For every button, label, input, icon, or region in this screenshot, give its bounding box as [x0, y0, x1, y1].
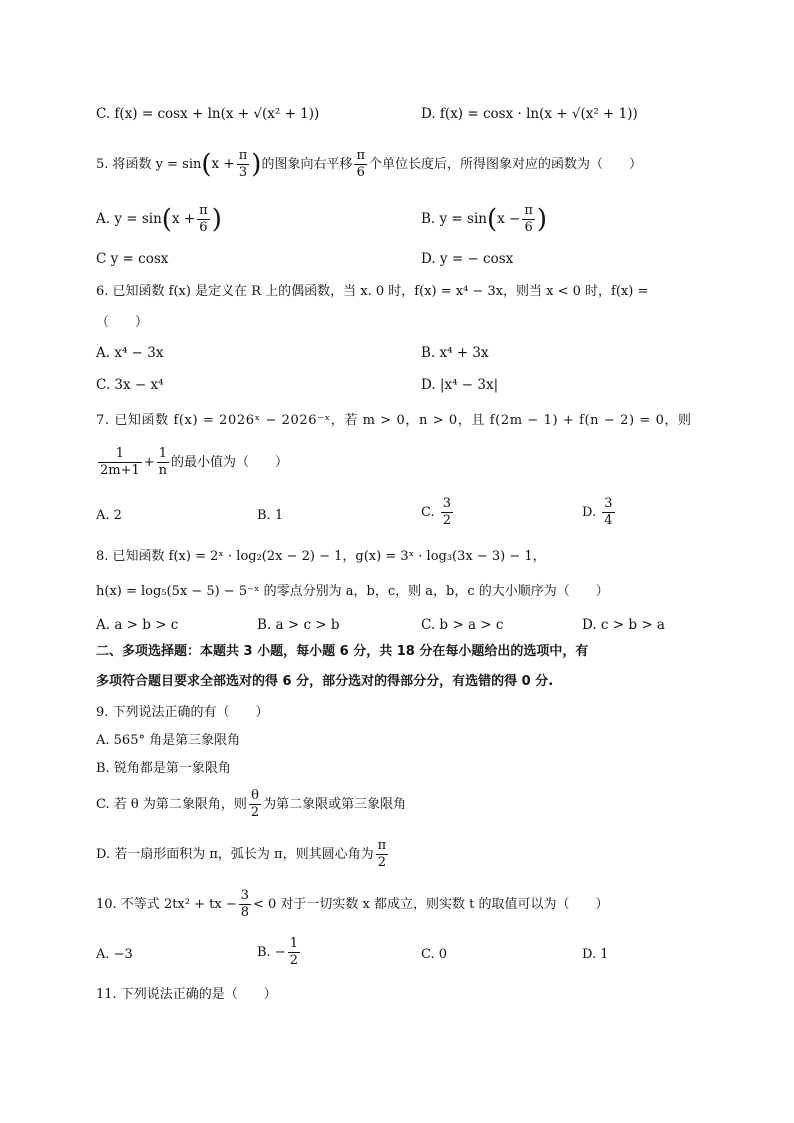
q5-frac1-den: 3: [238, 165, 248, 180]
q7-optD-pre: D.: [582, 505, 597, 520]
q7-optD-den: 4: [604, 513, 613, 528]
q5-option-b: [421, 203, 547, 236]
q5-stem-b: 的图象向右平移: [261, 157, 353, 172]
q9-optD-pre: D. 若一扇形面积为 π，弧长为 π，则其圆心角为: [96, 847, 374, 862]
q6-option-d: D. |x⁴ − 3x|: [421, 377, 499, 393]
q9-option-b: B. 锐角都是第一象限角: [96, 761, 231, 776]
q7-option-b: B. 1: [257, 508, 284, 523]
q10-stem-post: < 0 对于一切实数 x 都成立，则实数 t 的取值可以为（ ）: [253, 897, 609, 912]
q5-stem: [96, 148, 642, 181]
q5-optB-pre: B. y = sin: [421, 211, 487, 227]
q10-stem-pre: 10. 不等式 2tx² + tx −: [96, 897, 237, 912]
q9-option-a: A. 565° 角是第三象限角: [96, 733, 241, 748]
q9-optC-pre: C. 若 θ 为第二象限角，则: [96, 797, 247, 812]
q10-optB-frac: [288, 936, 300, 969]
q5-optA-inner: x +: [171, 211, 196, 227]
q6-paren: （ ）: [96, 315, 149, 330]
q9-optD-num: π: [377, 838, 387, 853]
q7-plus: +: [143, 455, 155, 470]
q7-option-d: [582, 496, 617, 529]
q7-tail: 的最小值为（ ）: [171, 455, 289, 470]
q5-optA-den: 6: [199, 220, 208, 235]
q10-option-c: C. 0: [421, 947, 448, 962]
q7-optD-num: 3: [604, 496, 613, 511]
section2-line2: 多项符合题目要求全部选对的得 6 分，部分选对的得部分分，有选错的得 0 分.: [96, 674, 554, 689]
q5-optA-paren-open: (: [161, 204, 172, 235]
q10-frac: [239, 888, 251, 921]
q5-optB-paren-close: ): [536, 204, 548, 235]
q5-optB-paren-open: (: [486, 204, 498, 235]
q5-option-c: C y = cosx: [96, 251, 169, 267]
q5-stem-c: 个单位长度后，所得图象对应的函数为（ ）: [369, 157, 643, 172]
q8-option-c: C. b > a > c: [421, 617, 504, 633]
q4-option-c: C. f(x) = cosx + ln(x + √(x² + 1)): [96, 106, 320, 122]
q10-stem: [96, 888, 609, 921]
q7-frac1: [98, 446, 142, 479]
q5-frac2-den: 6: [356, 165, 365, 180]
q10-optB-den: 2: [289, 953, 298, 968]
q5-optB-inner: x −: [497, 211, 521, 227]
q8-line1: 8. 已知函数 f(x) = 2ˣ · log₂(2x − 2) − 1，g(x) = 3ˣ · log₃(3x − 3) − 1，: [96, 549, 546, 564]
q9-stem: 9. 下列说法正确的有（ ）: [96, 705, 269, 720]
q7-optC-den: 2: [442, 513, 452, 528]
q10-frac-num: 3: [240, 888, 249, 903]
q5-frac2-num: π: [356, 148, 366, 163]
q7-frac2: [157, 446, 169, 479]
q9-optC-num: θ: [249, 788, 261, 805]
q5-option-d: D. y = − cosx: [421, 251, 514, 267]
q6-option-a: A. x⁴ − 3x: [96, 345, 164, 361]
q7-frac2-den: n: [158, 463, 168, 478]
q5-optA-paren-close: ): [211, 204, 222, 235]
q7-option-c: [421, 496, 455, 529]
q10-option-b: [257, 936, 302, 969]
q9-optD-den: 2: [377, 855, 386, 870]
q7-optC-num: 3: [442, 496, 452, 511]
q5-optA-num: π: [199, 203, 208, 218]
q5-frac-pi-3: [237, 148, 250, 181]
q6-option-b: B. x⁴ + 3x: [421, 345, 489, 361]
q7-optC-pre: C.: [421, 505, 435, 520]
q4-option-d: D. f(x) = cosx · ln(x + √(x² + 1)): [421, 106, 638, 122]
q7-option-a: A. 2: [96, 508, 122, 523]
q7-expression: [96, 446, 288, 479]
q10-option-d: D. 1: [582, 947, 609, 962]
q8-option-d: D. c > b > a: [582, 617, 665, 633]
q5-option-a: [96, 203, 222, 236]
q5-optA-pre: A. y = sin: [96, 211, 162, 227]
q7-optC-frac: [441, 496, 453, 529]
q7-frac1-num: 1: [98, 446, 142, 463]
q8-line2: h(x) = log₅(5x − 5) − 5⁻ˣ 的零点分别为 a，b，c，则 a，b，c 的大小顺序为（ ）: [96, 584, 609, 599]
q5-stem-a: 5. 将函数 y = sin: [96, 157, 202, 172]
q5-optA-frac: [197, 203, 210, 236]
q5-paren-open: (: [201, 149, 212, 180]
q5-frac1-num: π: [238, 148, 248, 163]
q5-optB-den: 6: [524, 220, 533, 235]
q10-frac-den: 8: [240, 905, 249, 920]
q11-stem: 11. 下列说法正确的是（ ）: [96, 987, 277, 1002]
q10-option-a: A. −3: [96, 947, 133, 962]
q10-optB-num: 1: [289, 936, 298, 951]
q5-stem-inner: x +: [211, 156, 235, 172]
q7-stem: 7. 已知函数 f(x) = 2026ˣ − 2026⁻ˣ，若 m > 0，n > 0，且 f(2m − 1) + f(n − 2) = 0，则: [96, 413, 692, 428]
q8-option-a: A. a > b > c: [96, 617, 179, 633]
q6-option-c: C. 3x − x⁴: [96, 377, 164, 393]
q5-optB-frac: [522, 203, 535, 236]
q5-optB-num: π: [524, 203, 533, 218]
q9-optC-frac: [249, 788, 261, 821]
q5-paren-close: ): [251, 149, 262, 180]
q9-optC-den: 2: [250, 805, 260, 820]
q8-option-b: B. a > c > b: [257, 617, 340, 633]
q7-frac2-num: 1: [157, 446, 169, 463]
section2-line1: 二、多项选择题：本题共 3 小题，每小题 6 分，共 18 分在每小题给出的选项中，有: [96, 644, 589, 659]
q5-frac-pi-6: [354, 148, 367, 181]
q7-frac1-den: 2m+1: [100, 463, 140, 478]
q9-optC-post: 为第二象限或第三象限角: [263, 797, 407, 812]
q9-optD-frac: [376, 838, 389, 871]
q10-optB-pre: B. −: [257, 945, 286, 960]
q6-stem: 6. 已知函数 f(x) 是定义在 R 上的偶函数，当 x. 0 时，f(x) = x⁴ − 3x，则当 x < 0 时，f(x) =: [96, 284, 649, 299]
q9-option-d: [96, 838, 390, 871]
q9-option-c: [96, 788, 406, 821]
q7-optD-frac: [602, 496, 614, 529]
